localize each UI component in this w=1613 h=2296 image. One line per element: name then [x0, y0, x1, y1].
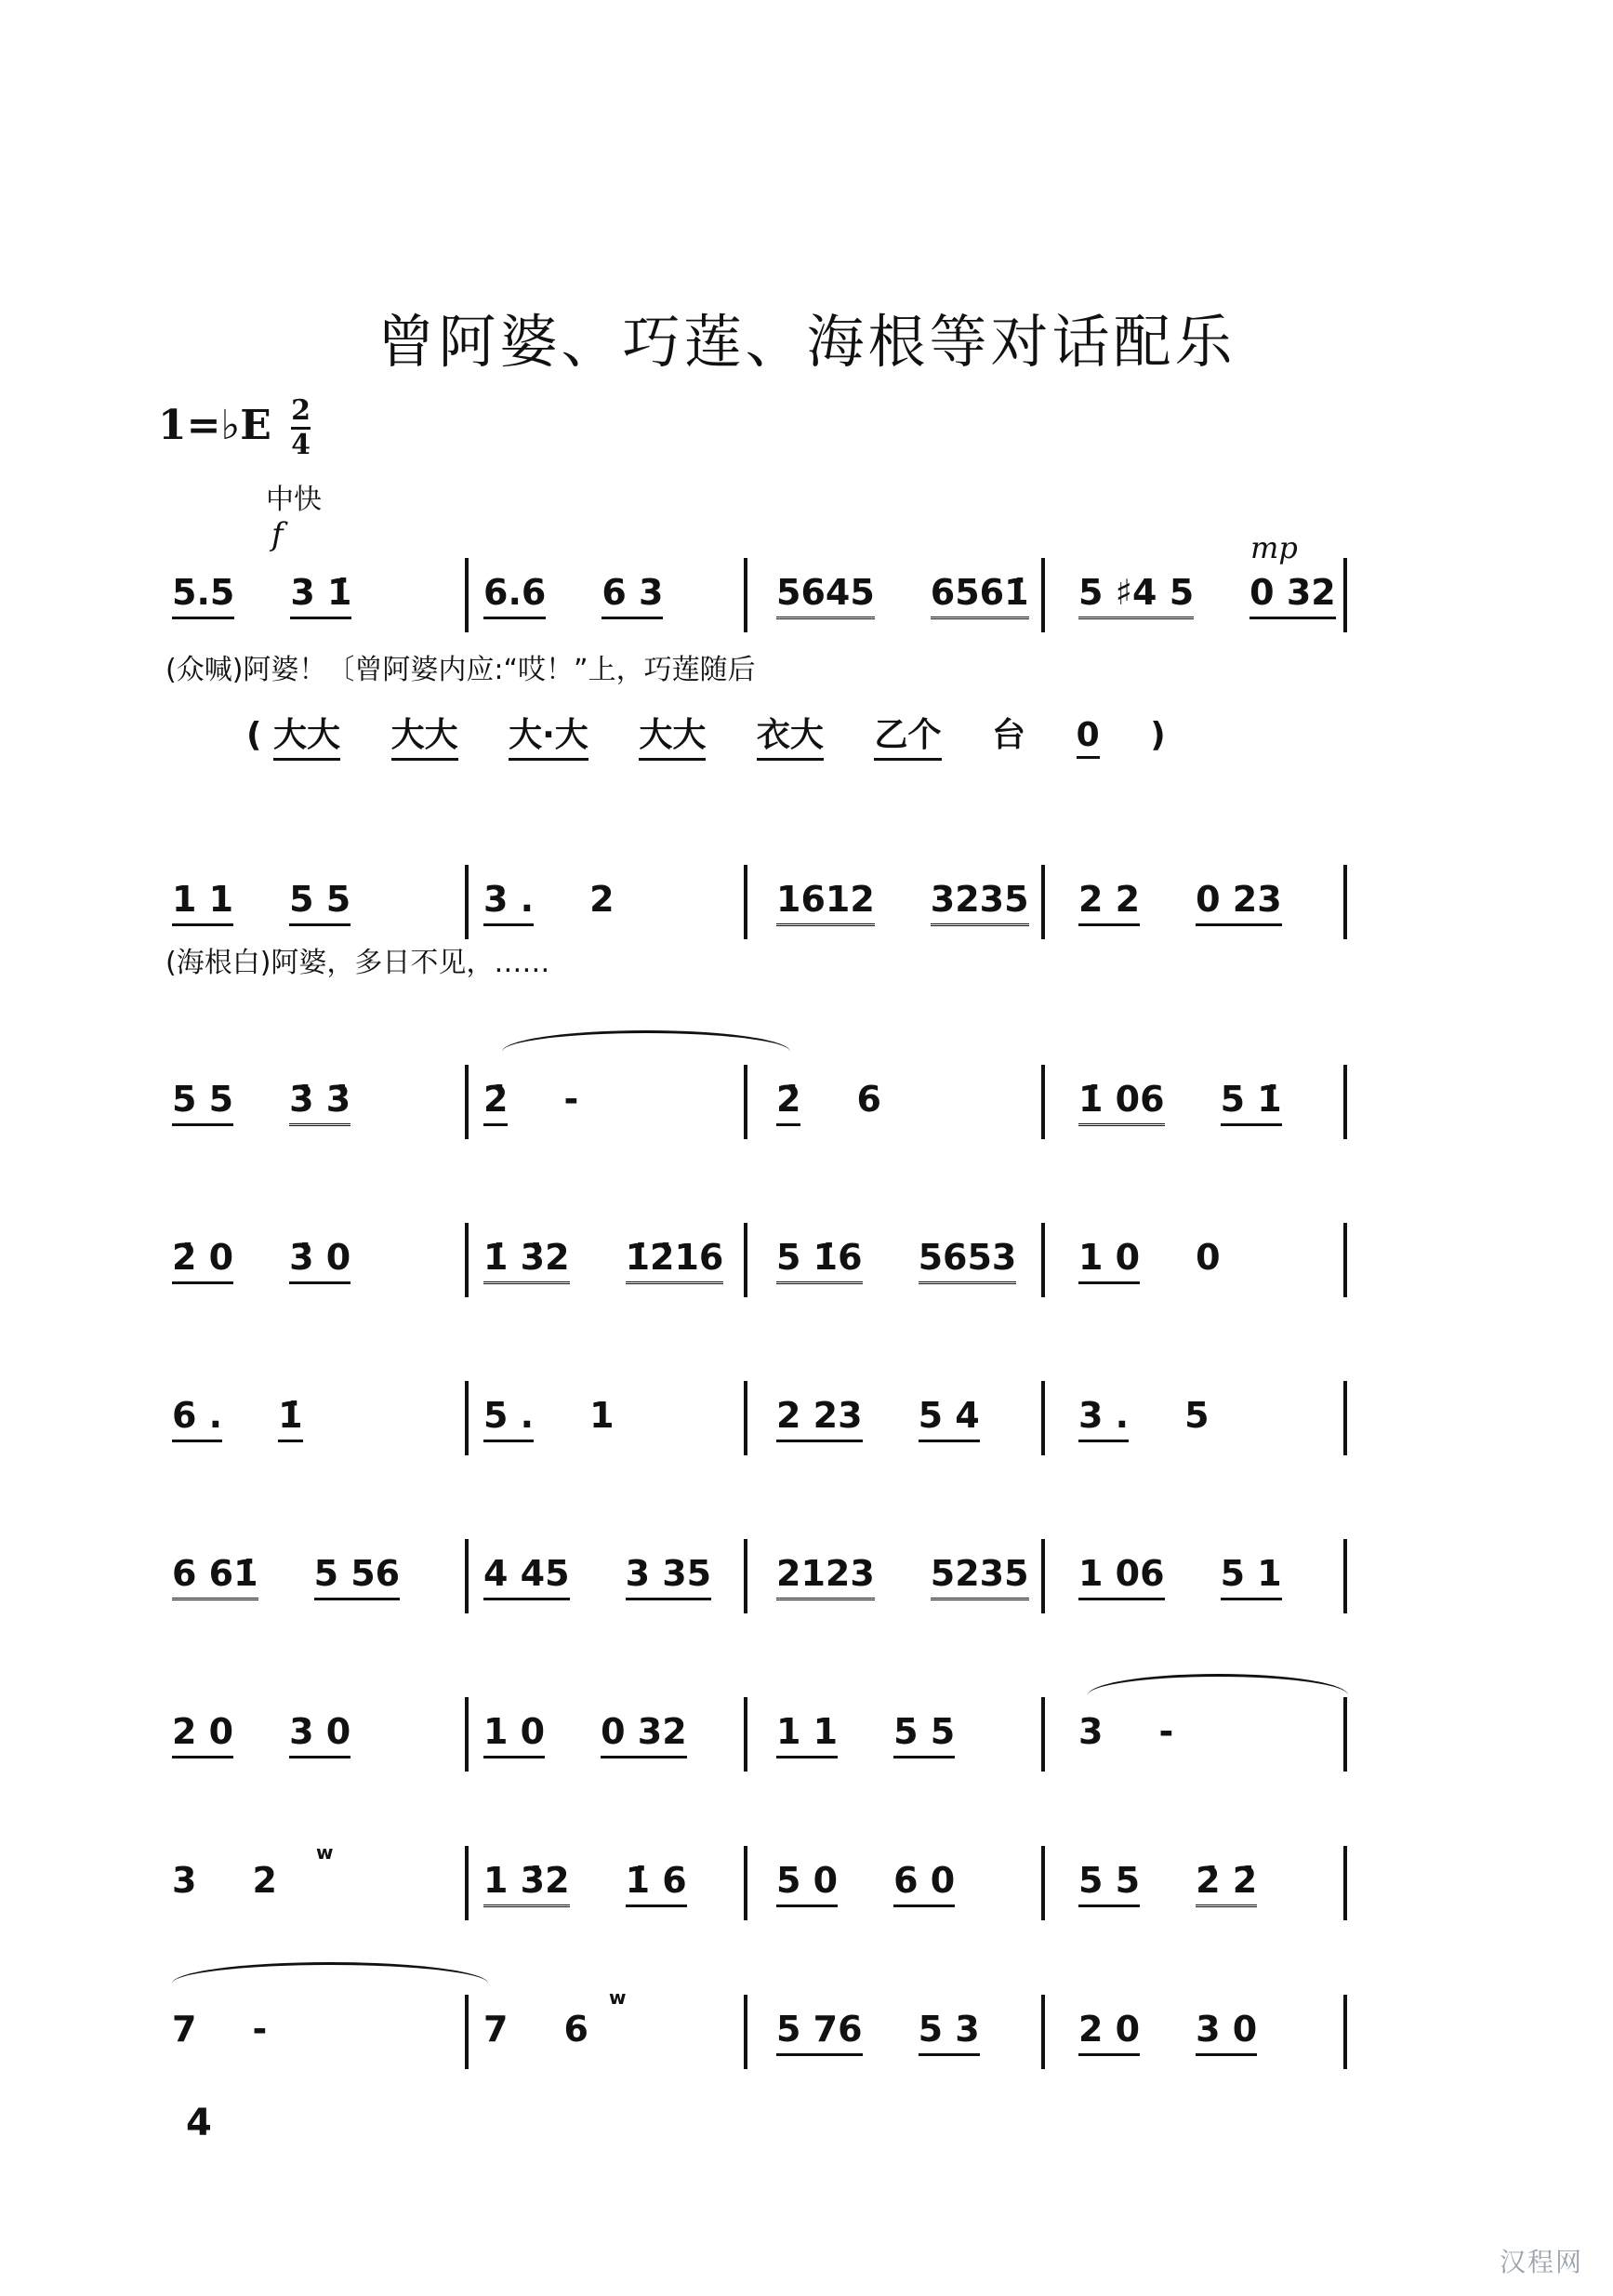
barline [465, 1539, 469, 1613]
note-group: 5235 [931, 1553, 1029, 1600]
barline [1041, 865, 1045, 939]
barline [744, 1065, 747, 1139]
measure [1078, 1237, 1221, 1284]
measure [172, 2009, 267, 2050]
dynamic-mezzo-piano: mp [1250, 530, 1298, 565]
note-group: 5 1 [1221, 1553, 1282, 1600]
slur [1088, 1674, 1348, 1695]
note-group: 3 0 [289, 1711, 350, 1758]
note-group: 3 1̇ [290, 572, 351, 619]
note-group: 5.5 [172, 572, 234, 619]
percussion-group: 衣大 [757, 709, 824, 761]
note-group: 5 4 [919, 1395, 980, 1442]
measure [776, 1395, 980, 1442]
percussion-group: 台 [992, 716, 1026, 754]
barline [744, 1223, 747, 1297]
measure [776, 2009, 980, 2056]
measure [172, 1237, 350, 1284]
measure [483, 572, 663, 619]
barline [465, 1846, 469, 1920]
note-group: 3 0 [1196, 2009, 1257, 2056]
percussion-group: 乙个 [874, 709, 941, 761]
note-group: 6 [563, 2009, 588, 2050]
note-group: 0 23 [1196, 879, 1282, 926]
note-group: 6 . [172, 1395, 222, 1442]
note-group: 3 35 [626, 1553, 712, 1600]
barline [744, 1539, 747, 1613]
slur [502, 1030, 790, 1052]
measure [483, 879, 615, 926]
measure [483, 1860, 687, 1907]
measure [1078, 1711, 1173, 1752]
note-group: 6.6 [483, 572, 546, 619]
percussion-group: 大大 [639, 709, 706, 761]
note-group: 5645 [776, 572, 875, 619]
note-group: 5 ♯4 5 [1078, 572, 1194, 619]
note-group: 2 23 [776, 1395, 863, 1442]
measure [172, 879, 350, 926]
measure [1078, 1553, 1282, 1600]
mordent-icon: w [316, 1841, 334, 1864]
note-group: 1 3̇2 [483, 1860, 570, 1907]
barline [1343, 1846, 1347, 1920]
page-title: 曾阿婆、巧莲、海根等对话配乐 [377, 308, 1236, 376]
barline [1343, 1223, 1347, 1297]
measure [776, 879, 1029, 926]
note-group: 2̇ [776, 1079, 800, 1126]
note-group: 6 0 [893, 1860, 955, 1907]
note-group: 6561̇ [931, 572, 1029, 619]
note-group: 3 [1078, 1711, 1104, 1752]
percussion-close: ) [1150, 716, 1166, 754]
measure [776, 572, 1029, 619]
note-group: 5 5 [1078, 1860, 1140, 1907]
slur [172, 1962, 488, 1984]
percussion-group: 大大 [391, 709, 458, 761]
measure [776, 1553, 1029, 1600]
barline [1343, 1697, 1347, 1772]
note-group: 3 [172, 1860, 197, 1901]
barline [744, 1697, 747, 1772]
barline [465, 558, 469, 632]
barline [1041, 1995, 1045, 2069]
percussion-open: ( [246, 716, 262, 754]
note-group: - [563, 1079, 579, 1120]
note-group: 4 45 [483, 1553, 570, 1600]
note-group: 3̇ 3̇ [289, 1079, 350, 1126]
note-group: 1 1 [172, 879, 233, 926]
barline [1343, 1539, 1347, 1613]
note-group: 2̇ 0 [172, 1237, 233, 1284]
barline [465, 1223, 469, 1297]
measure [1078, 572, 1336, 619]
watermark-logo: 汉程网 [1499, 2247, 1583, 2277]
percussion-group: 0 [1077, 716, 1100, 759]
measure [172, 1079, 350, 1126]
note-group: 0 [1196, 1237, 1221, 1278]
barline [1041, 1065, 1045, 1139]
barline [744, 1846, 747, 1920]
barline [1041, 1223, 1045, 1297]
note-group: 1612 [776, 879, 875, 926]
note-group: 5 5 [172, 1079, 233, 1126]
measure [776, 1711, 955, 1758]
measure [483, 1237, 723, 1284]
note-group: 2̇ 2̇ [1196, 1860, 1257, 1907]
note-group: 3 . [483, 879, 534, 926]
note-group: 6 [856, 1079, 881, 1120]
measure [483, 1711, 687, 1758]
measure [776, 1237, 1016, 1284]
note-group: 7 [483, 2009, 509, 2050]
barline [1041, 558, 1045, 632]
measure [172, 572, 351, 619]
note-group: 2̇ [483, 1079, 508, 1126]
note-group: 2 [252, 1860, 277, 1901]
barline [744, 1995, 747, 2069]
barline [1343, 1065, 1347, 1139]
barline [465, 1065, 469, 1139]
measure [172, 1553, 400, 1600]
note-group: 5 0 [776, 1860, 838, 1907]
note-group: - [252, 2009, 268, 2050]
barline [744, 1381, 747, 1455]
barline [465, 865, 469, 939]
time-denominator: 4 [291, 429, 311, 461]
barline [1041, 1381, 1045, 1455]
time-signature [291, 395, 311, 461]
note-group: - [1158, 1711, 1174, 1752]
note-group: 1 1 [776, 1711, 838, 1758]
note-group: 0 32 [601, 1711, 687, 1758]
note-group: 1̇ [278, 1395, 302, 1442]
note-group: 2 2 [1078, 879, 1140, 926]
measure [776, 1079, 881, 1126]
note-group: 3 . [1078, 1395, 1129, 1442]
note-group: 1̇ 3̇2 [483, 1237, 570, 1284]
note-group: 5 1̇6 [776, 1237, 863, 1284]
time-numerator: 2 [291, 394, 311, 427]
spoken-line-1: (众喊)阿婆！〔曾阿婆内应:“哎！”上，巧莲随后 [165, 654, 756, 686]
measure [483, 2009, 588, 2050]
note-group: 5 76 [776, 2009, 863, 2056]
dynamic-forte: f [271, 516, 284, 553]
measure [1078, 1860, 1257, 1907]
measure [1078, 2009, 1257, 2056]
note-group: 3̇ 0 [289, 1237, 350, 1284]
note-group: 2 0 [172, 1711, 233, 1758]
note-group: 5653 [919, 1237, 1017, 1284]
tempo-marking: 中快 [266, 484, 322, 516]
note-group: 0 32 [1249, 572, 1336, 619]
percussion-group: 大大 [273, 709, 340, 761]
note-group: 5 . [483, 1395, 534, 1442]
measure [1078, 1395, 1210, 1442]
barline [1343, 1995, 1347, 2069]
barline [744, 558, 747, 632]
note-group: 5 56 [314, 1553, 401, 1600]
page-number: 4 [186, 2102, 212, 2144]
note-group: 1̇ 06 [1078, 1079, 1165, 1126]
key-text: 1=♭E [158, 402, 271, 449]
note-group: 5 5 [289, 879, 350, 926]
note-group: 5 [1184, 1395, 1210, 1436]
mordent-icon: w [609, 1986, 627, 2009]
note-group: 6 3 [602, 572, 663, 619]
measure [776, 1860, 955, 1907]
note-group: 1 0 [483, 1711, 545, 1758]
note-group: 2123 [776, 1553, 875, 1600]
note-group: 2 0 [1078, 2009, 1140, 2056]
note-group: 5 3 [919, 2009, 980, 2056]
measure [483, 1553, 711, 1600]
barline [465, 1995, 469, 2069]
note-group: 1̇2̇16 [626, 1237, 724, 1284]
measure [1078, 879, 1282, 926]
note-group: 1̇ 6 [626, 1860, 687, 1907]
measure [1078, 1079, 1282, 1126]
barline [744, 865, 747, 939]
note-group: 5 5 [893, 1711, 955, 1758]
measure [172, 1860, 277, 1901]
measure [483, 1079, 578, 1126]
note-group: 7 [172, 2009, 197, 2050]
barline [1041, 1697, 1045, 1772]
note-group: 1 [589, 1395, 615, 1436]
barline [465, 1697, 469, 1772]
measure [483, 1395, 615, 1442]
note-group: 1 06 [1078, 1553, 1165, 1600]
barline [1343, 558, 1347, 632]
spoken-line-2: (海根白)阿婆，多日不见，…… [165, 947, 550, 979]
barline [1343, 865, 1347, 939]
barline [465, 1381, 469, 1455]
barline [1041, 1846, 1045, 1920]
note-group: 2 [589, 879, 615, 920]
note-group: 5 1̇ [1221, 1079, 1282, 1126]
note-group: 3235 [931, 879, 1029, 926]
barline [1041, 1539, 1045, 1613]
percussion-line [246, 709, 1166, 761]
note-group: 1 0 [1078, 1237, 1140, 1284]
key-signature [158, 395, 311, 461]
note-group: 6 61̇ [172, 1553, 258, 1600]
barline [1343, 1381, 1347, 1455]
percussion-group: 大·大 [509, 709, 588, 761]
measure [172, 1395, 303, 1442]
measure [172, 1711, 350, 1758]
